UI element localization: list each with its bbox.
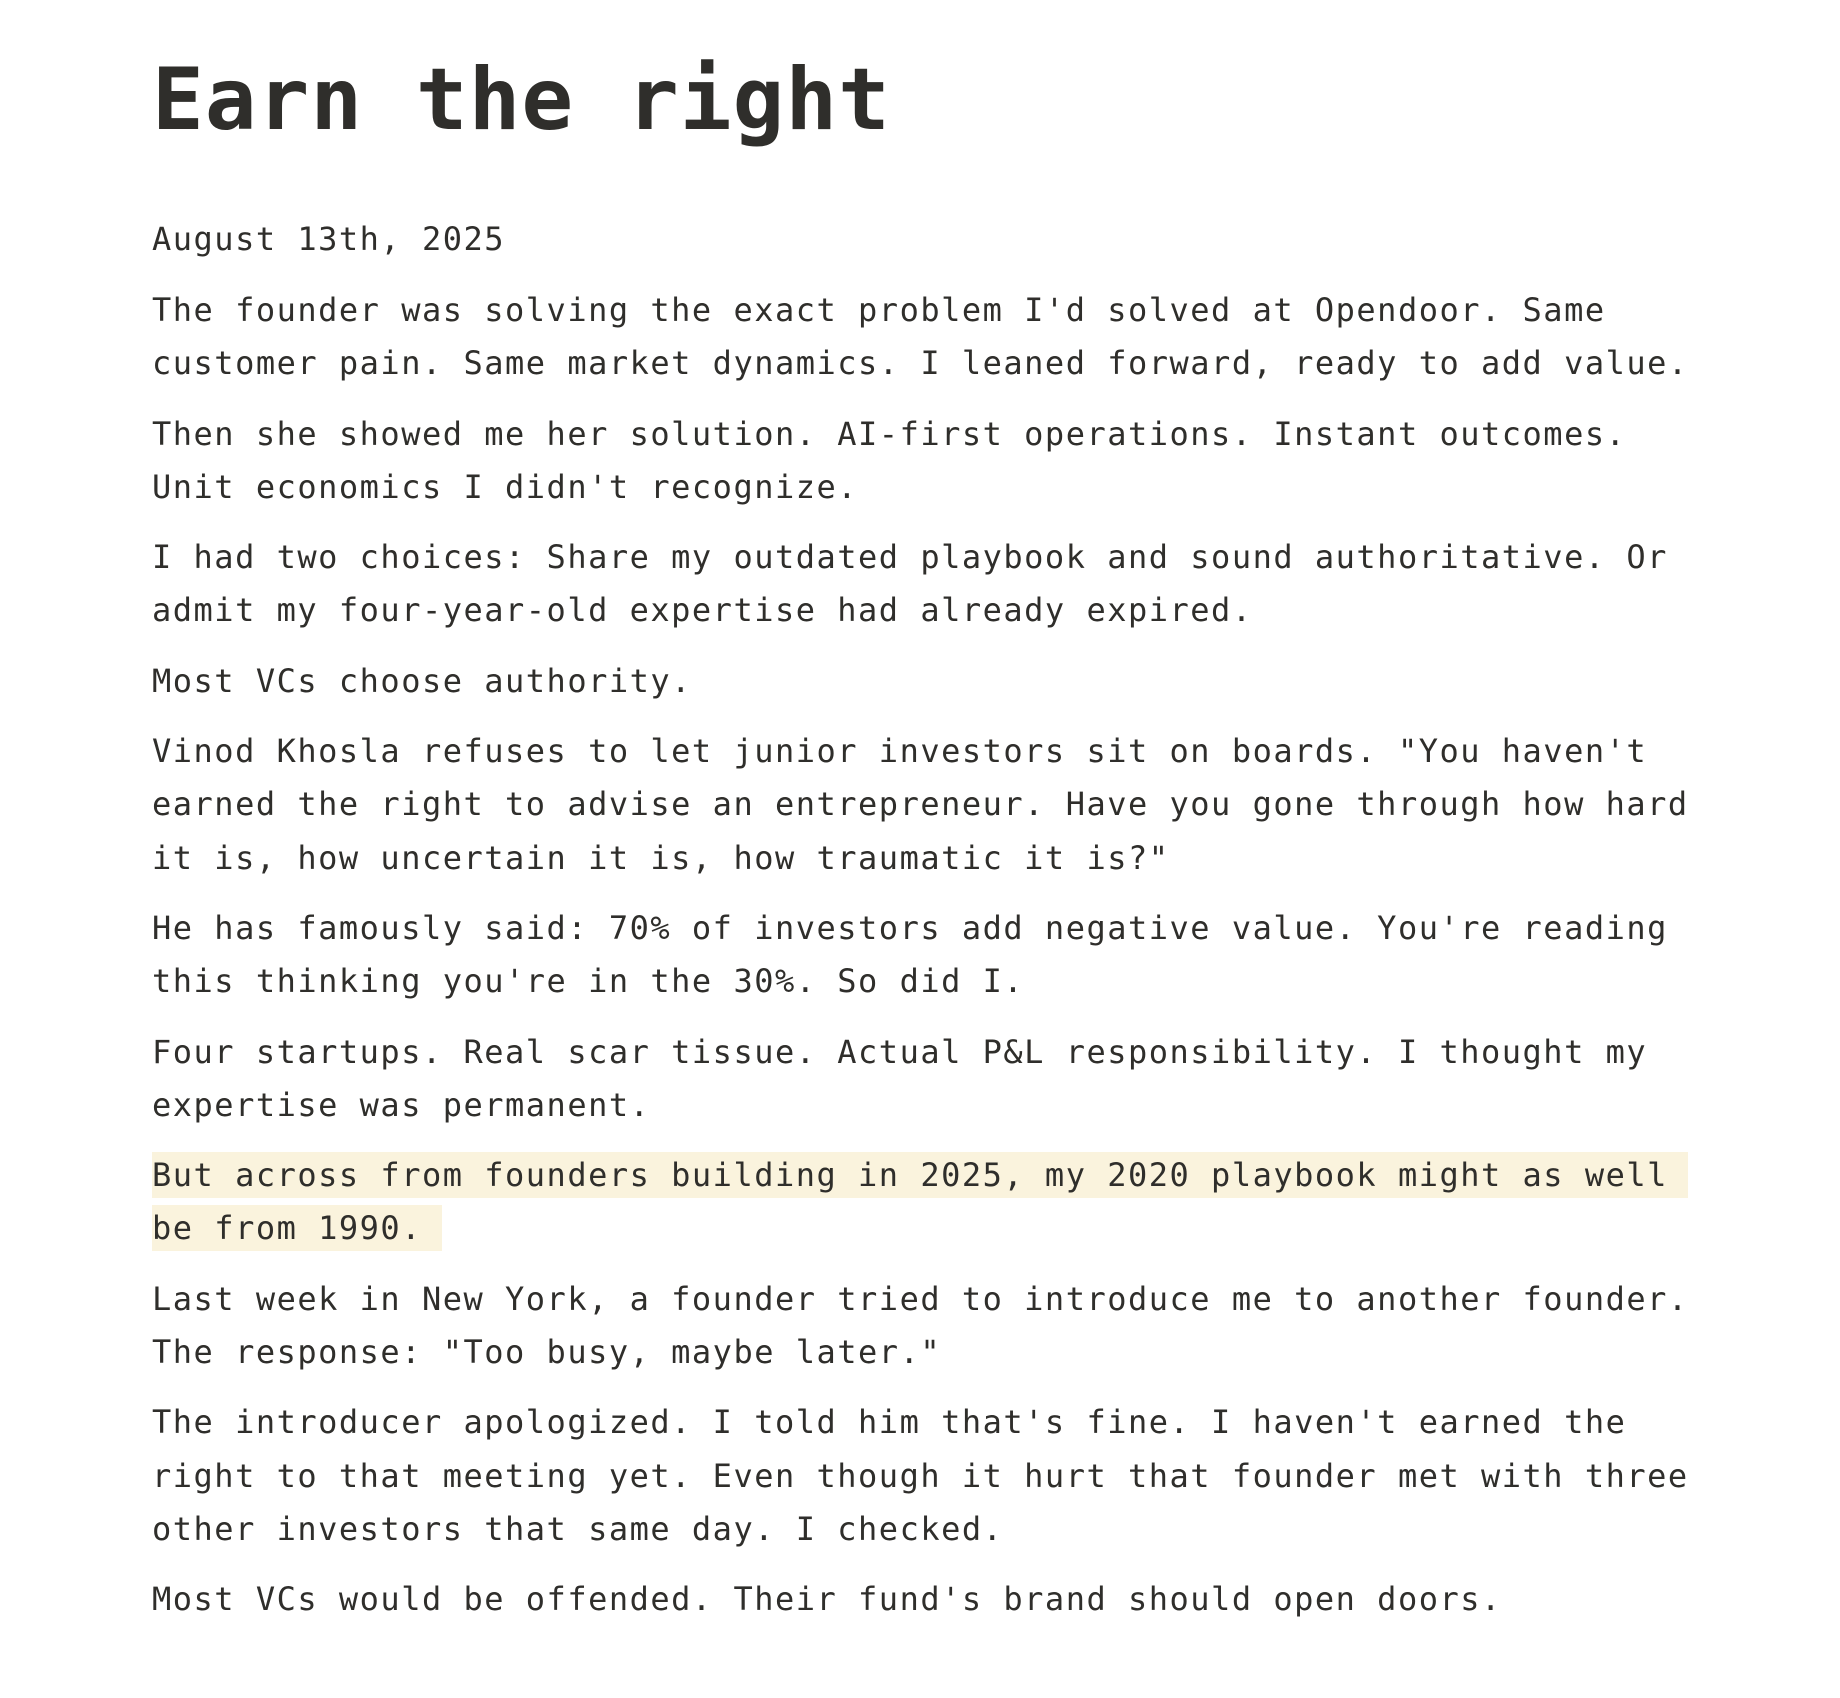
article-title: Earn the right <box>152 50 891 150</box>
paragraph: The founder was solving the exact problem I'd solved at Opendoor. Same customer pain. Same market dynamics. I leaned forward, ready to add value. <box>152 291 1689 383</box>
paragraph: Four startups. Real scar tissue. Actual P&L responsibility. I thought my expertise was permanent. <box>152 1032 1648 1124</box>
paragraph: Most VCs choose authority. <box>152 661 692 700</box>
paragraph: Then she showed me her solution. AI-first operations. Instant outcomes. Unit economics I didn't recognize. <box>152 414 1627 506</box>
paragraph: Last week in New York, a founder tried to introduce me to another founder. The response: "Too busy, maybe later." <box>152 1279 1689 1372</box>
article-date: August 13th, 2025 <box>152 220 506 258</box>
paragraph: Most VCs would be offended. Their fund's brand should open doors. <box>152 1580 1502 1619</box>
highlighted-text: But across from founders building in 2025, my 2020 playbook might as well be from 1990. <box>152 1152 1688 1251</box>
paragraph: I had two choices: Share my outdated playbook and sound authoritative. Or admit my four-year-old expertise had already expired. <box>152 538 1668 630</box>
paragraph: He has famously said: 70% of investors add negative value. You're reading this thinking you're in the 30%. So did I. <box>152 908 1668 1001</box>
highlighted-paragraph <box>152 1149 1712 1256</box>
paragraph: The introducer apologized. I told him that's fine. I haven't earned the right to that meeting yet. Even though it hurt that founder met with three other investors that same day. I checked. <box>152 1403 1689 1548</box>
article <box>152 40 1712 1644</box>
paragraph: Vinod Khosla refuses to let junior investors sit on boards. "You haven't earned the right to advise an entrepreneur. Have you gone through how hard it is, how uncertain it is, how traumatic it is?" <box>152 732 1689 877</box>
